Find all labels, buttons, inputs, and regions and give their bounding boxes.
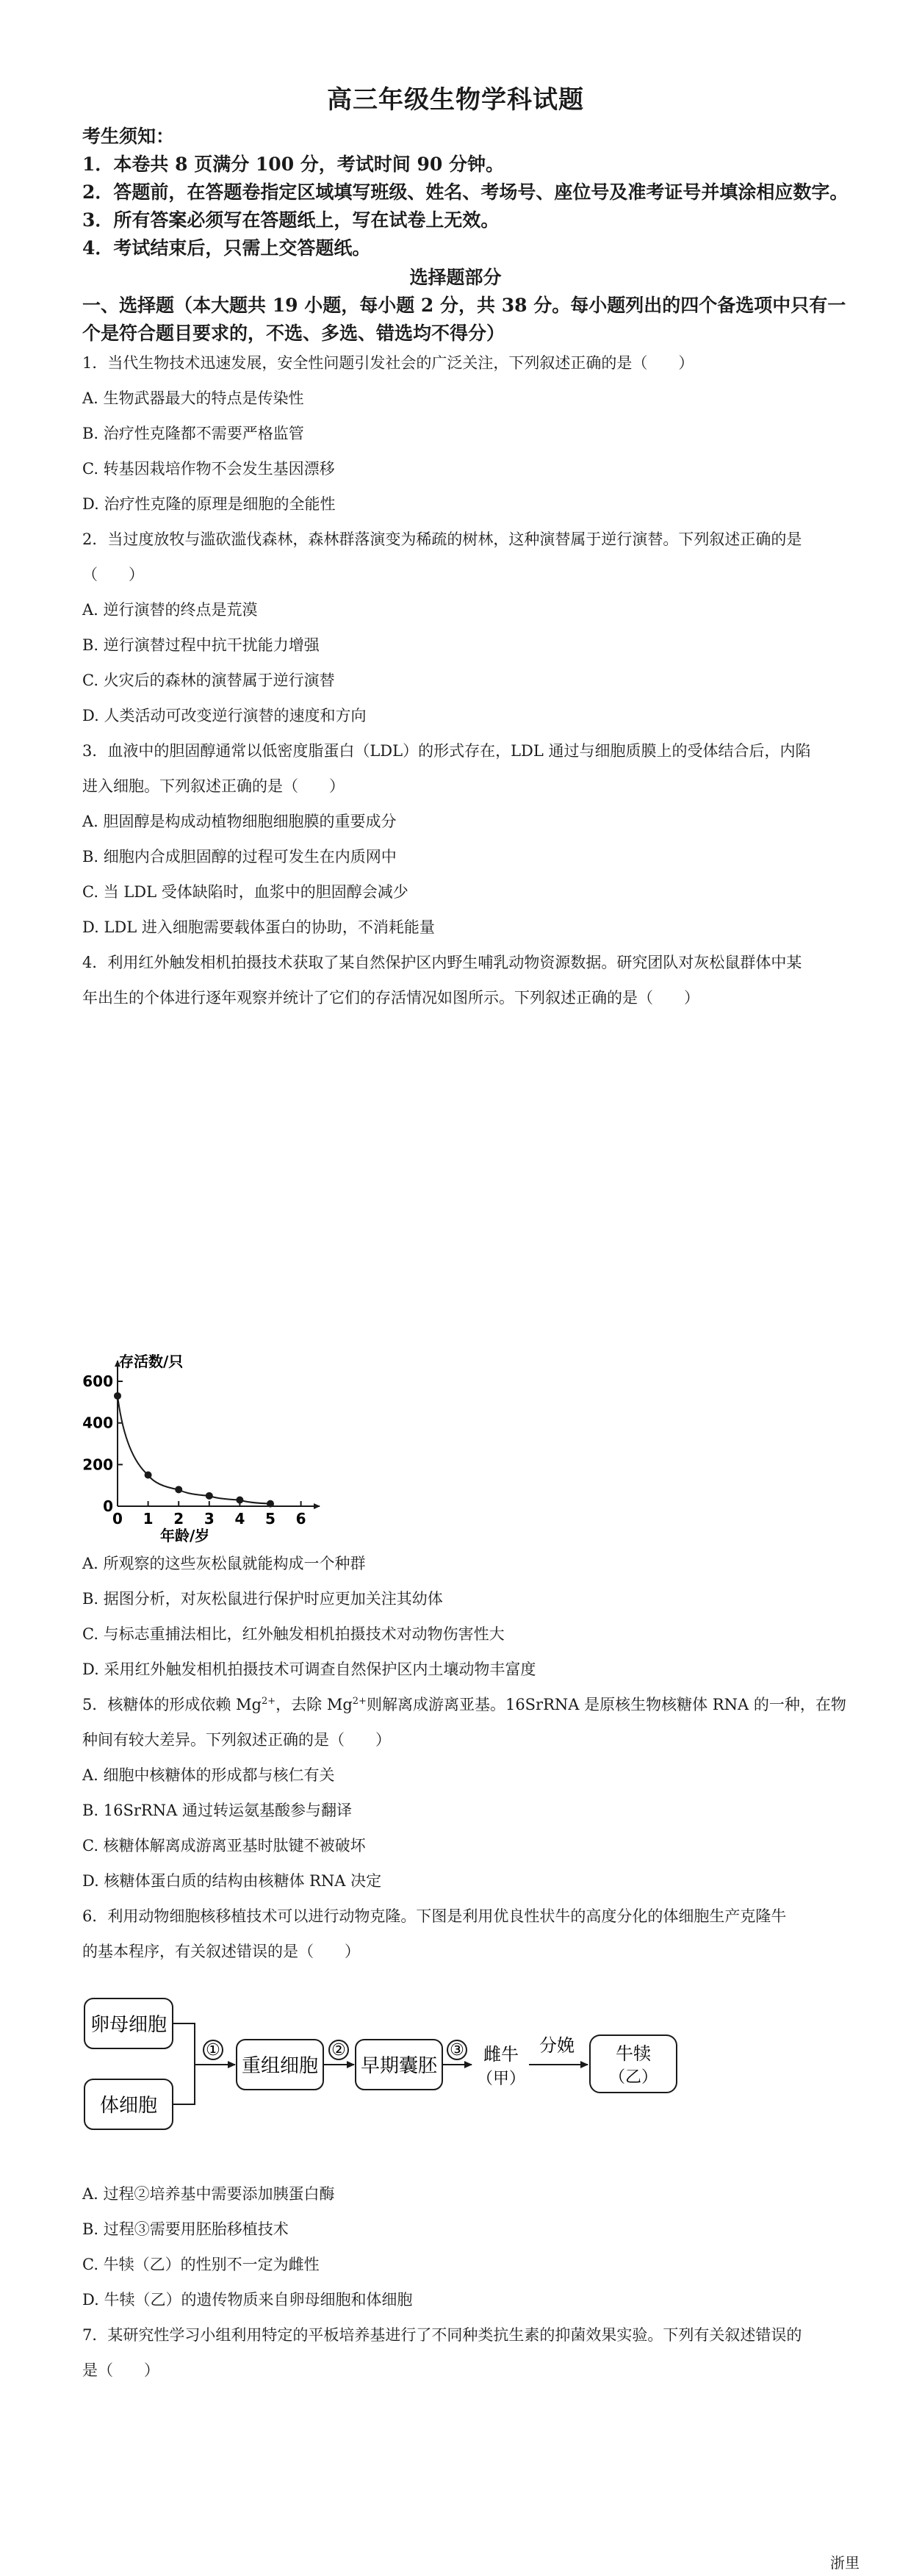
- question-3-option-b: B. 细胞内合成胆固醇的过程可发生在内质网中: [82, 848, 397, 866]
- notice-item: 1．本卷共 8 页满分 100 分，考试时间 90 分钟。: [82, 154, 504, 175]
- question-1-option-b: B. 治疗性克隆都不需要严格监管: [82, 425, 304, 442]
- question-5-stem: 5．核糖体的形成依赖 $Mg^{2+}$，去除 $Mg^{2+}$则解离成游离亚基。16SrRNA 是原核生物核糖体 RNA 的一种，在物: [82, 1696, 846, 1713]
- chart-y-tick-label: 600: [82, 1372, 113, 1390]
- section-title: 选择题部分: [409, 267, 502, 288]
- chart-x-tick-label: 0: [112, 1510, 123, 1528]
- question-2-stem: 2．当过度放牧与滥砍滥伐森林，森林群落演变为稀疏的树林，这种演替属于逆行演替。下列叙述正确的是: [82, 530, 802, 548]
- question-2-stem: （ ）: [82, 566, 144, 583]
- question-6-option-c: C. 牛犊（乙）的性别不一定为雌性: [82, 2256, 320, 2273]
- question-4-stem: 4．利用红外触发相机拍摄技术获取了某自然保护区内野生哺乳动物资源数据。研究团队对灰松鼠群体中某: [82, 954, 802, 971]
- question-7-stem: 7．某研究性学习小组利用特定的平板培养基进行了不同种类抗生素的抑菌效果实验。下列有关叙述错误的: [82, 2326, 802, 2344]
- page-title: 高三年级生物学科试题: [327, 85, 584, 115]
- birth-label: 分娩: [539, 2035, 575, 2056]
- question-3-option-c: C. 当 LDL 受体缺陷时，血浆中的胆固醇会减少: [82, 883, 408, 901]
- chart-y-label: 存活数/只: [119, 1353, 184, 1370]
- cloning-flow-diagram: [73, 1984, 683, 2160]
- question-4-option-b: B. 据图分析，对灰松鼠进行保护时应更加关注其幼体: [82, 1590, 443, 1608]
- question-2-option-c: C. 火灾后的森林的演替属于逆行演替: [82, 672, 335, 689]
- question-1-stem: 1．当代生物技术迅速发展，安全性问题引发社会的广泛关注，下列叙述正确的是（ ）: [82, 354, 694, 372]
- chart-y-tick-label: 0: [103, 1497, 113, 1515]
- question-6-stem: 的基本程序，有关叙述错误的是（ ）: [82, 1943, 360, 1960]
- chart-x-tick-label: 4: [234, 1510, 245, 1528]
- question-4-option-a: A. 所观察的这些灰松鼠就能构成一个种群: [82, 1555, 366, 1572]
- chart-x-tick-label: 1: [143, 1510, 154, 1528]
- question-6-option-d: D. 牛犊（乙）的遗传物质来自卵母细胞和体细胞: [82, 2291, 413, 2309]
- question-3-stem: 进入细胞。下列叙述正确的是（ ）: [82, 777, 345, 795]
- question-1-option-c: C. 转基因栽培作物不会发生基因漂移: [82, 460, 335, 478]
- section-intro: 个是符合题目要求的，不选、多选、错选均不得分）: [82, 323, 505, 344]
- egg-cell-label: 卵母细胞: [90, 2014, 168, 2036]
- question-2-option-a: A. 逆行演替的终点是荒漠: [82, 601, 258, 619]
- chart-data-point: [175, 1486, 182, 1493]
- chart-series-line: [118, 1396, 270, 1504]
- chart-data-point: [206, 1492, 213, 1500]
- step-2-label: ②: [331, 2041, 346, 2059]
- section-intro: 一、选择题（本大题共 19 小题，每小题 2 分，共 38 分。每小题列出的四个备选项中只有一: [82, 295, 846, 316]
- question-6-option-b: B. 过程③需要用胚胎移植技术: [82, 2220, 289, 2238]
- somatic-cell-label: 体细胞: [99, 2095, 158, 2117]
- question-3-stem: 3．血液中的胆固醇通常以低密度脂蛋白（LDL）的形式存在，LDL 通过与细胞质膜上的受体结合后，内陷: [82, 742, 811, 760]
- question-3-option-d: D. LDL 进入细胞需要载体蛋白的协助，不消耗能量: [82, 918, 435, 936]
- step-1-label: ①: [206, 2041, 220, 2059]
- merge-bracket: [173, 2023, 235, 2104]
- question-6-option-a: A. 过程②培养基中需要添加胰蛋白酶: [82, 2185, 335, 2203]
- female-cow-label: 雌牛: [483, 2044, 519, 2065]
- question-6-stem: 6．利用动物细胞核移植技术可以进行动物克隆。下图是利用优良性状牛的高度分化的体细胞生产克隆牛: [82, 1907, 787, 1925]
- chart-data-point: [145, 1472, 152, 1479]
- chart-x-tick-label: 2: [173, 1510, 184, 1528]
- page-footer: 浙里: [830, 2554, 860, 2572]
- chart-x-tick-label: 5: [265, 1510, 276, 1528]
- question-5-stem: 种间有较大差异。下列叙述正确的是（ ）: [82, 1731, 391, 1749]
- question-2-option-b: B. 逆行演替过程中抗干扰能力增强: [82, 636, 320, 654]
- question-5-option-d: D. 核糖体蛋白质的结构由核糖体 RNA 决定: [82, 1872, 382, 1890]
- question-2-option-d: D. 人类活动可改变逆行演替的速度和方向: [82, 707, 367, 724]
- survival-chart: [73, 1352, 338, 1543]
- notice-item: 2．答题前，在答题卷指定区域填写班级、姓名、考场号、座位号及准考证号并填涂相应数字。: [82, 181, 849, 203]
- question-4-stem: 年出生的个体进行逐年观察并统计了它们的存活情况如图所示。下列叙述正确的是（ ）: [82, 989, 699, 1007]
- chart-data-point: [267, 1500, 274, 1508]
- chart-x-tick-label: 6: [295, 1510, 306, 1528]
- recombined-cell-label: 重组细胞: [241, 2055, 319, 2077]
- female-cow-tag: （甲）: [476, 2070, 526, 2088]
- question-1-option-a: A. 生物武器最大的特点是传染性: [82, 389, 304, 407]
- question-1-option-d: D. 治疗性克隆的原理是细胞的全能性: [82, 495, 336, 513]
- chart-data-point: [114, 1392, 121, 1400]
- step-3-label: ③: [450, 2041, 464, 2059]
- chart-y-tick-label: 400: [82, 1414, 113, 1432]
- calf-tag: （乙）: [608, 2068, 658, 2087]
- chart-x-tick-label: 3: [204, 1510, 215, 1528]
- question-4-option-d: D. 采用红外触发相机拍摄技术可调查自然保护区内土壤动物丰富度: [82, 1661, 536, 1678]
- chart-y-tick-label: 200: [82, 1456, 113, 1474]
- notice-item: 3．所有答案必须写在答题纸上，写在试卷上无效。: [82, 209, 500, 231]
- chart-x-label: 年龄/岁: [160, 1527, 210, 1543]
- question-5-option-c: C. 核糖体解离成游离亚基时肽键不被破坏: [82, 1837, 366, 1854]
- chart-data-point: [236, 1497, 243, 1504]
- early-blastocyst-label: 早期囊胚: [360, 2055, 438, 2077]
- notice-heading: 考生须知：: [82, 126, 175, 147]
- question-7-stem: 是（ ）: [82, 2361, 159, 2379]
- question-5-option-b: B. 16SrRNA 通过转运氨基酸参与翻译: [82, 1802, 352, 1819]
- calf-label: 牛犊: [616, 2043, 651, 2064]
- question-3-option-a: A. 胆固醇是构成动植物细胞细胞膜的重要成分: [82, 813, 397, 830]
- question-5-option-a: A. 细胞中核糖体的形成都与核仁有关: [82, 1766, 335, 1784]
- notice-item: 4．考试结束后，只需上交答题纸。: [82, 237, 371, 259]
- question-4-option-c: C. 与标志重捕法相比，红外触发相机拍摄技术对动物伤害性大: [82, 1625, 505, 1643]
